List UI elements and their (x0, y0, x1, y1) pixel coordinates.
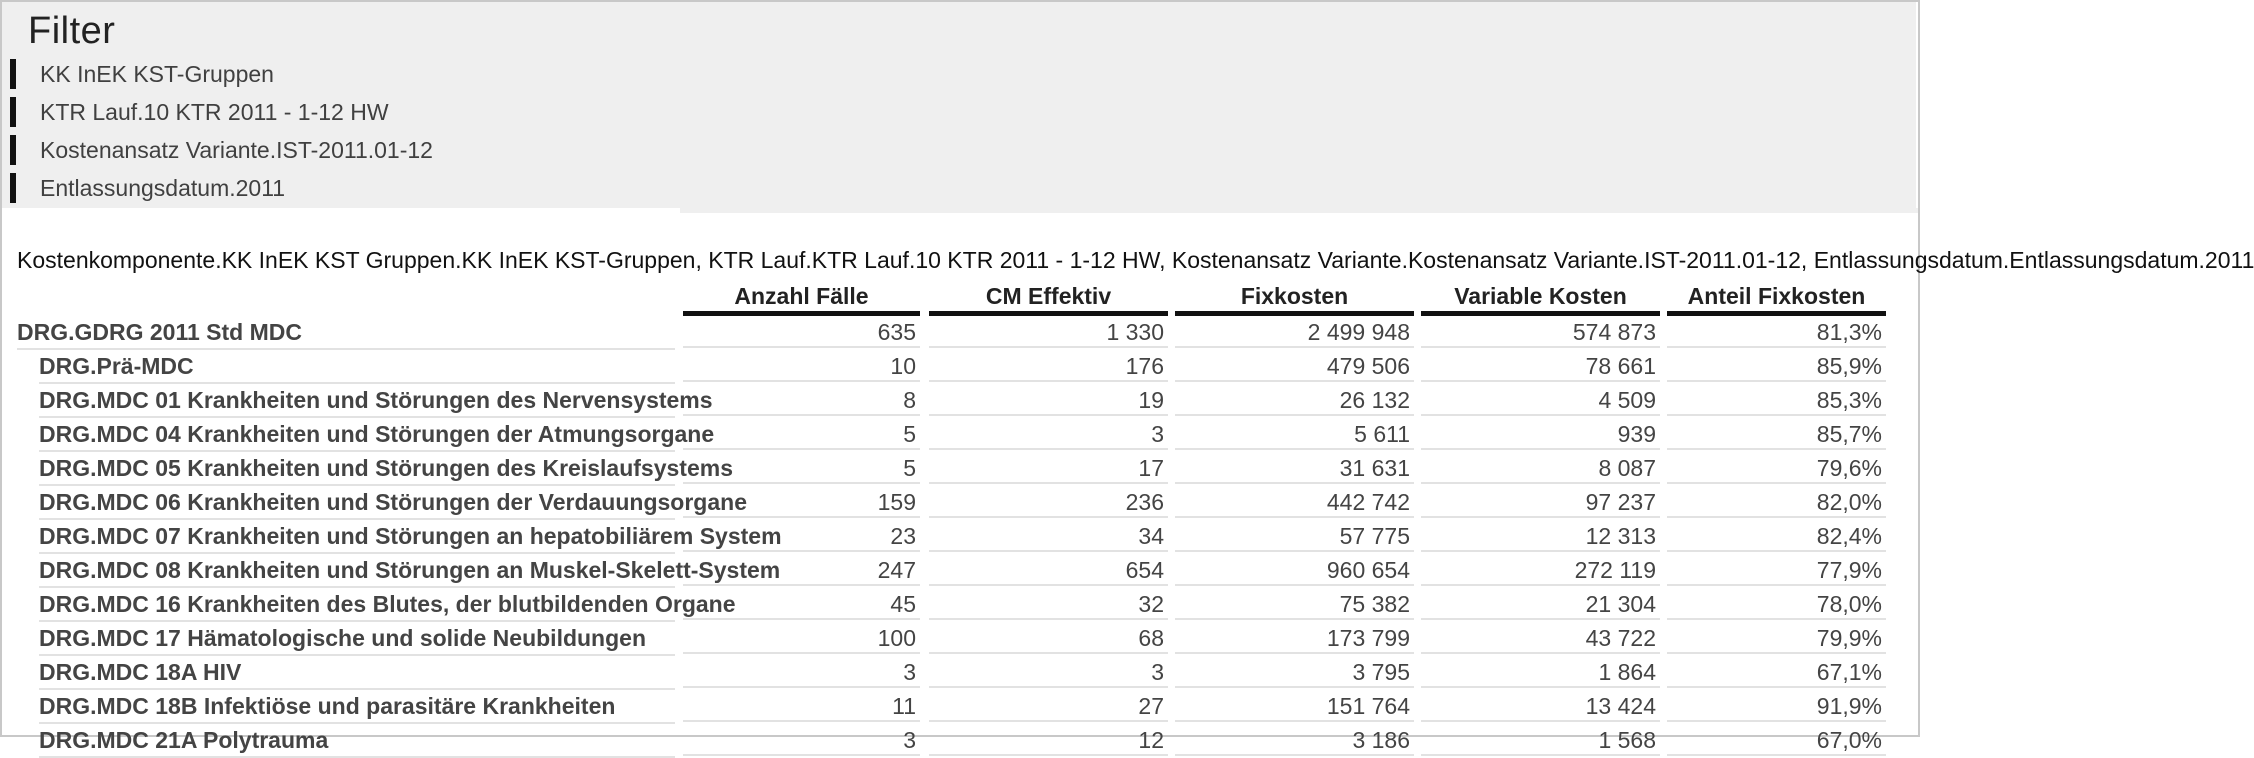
cell-cm-effektiv: 34 (929, 520, 1168, 552)
row-label: DRG.MDC 01 Krankheiten und Störungen des Nervensystems (39, 384, 675, 418)
row-label: DRG.MDC 21A Polytrauma (39, 724, 675, 758)
cell-variable-kosten: 574 873 (1421, 316, 1660, 348)
filter-item-label: KTR Lauf.10 KTR 2011 - 1-12 HW (40, 99, 389, 125)
cell-variable-kosten: 4 509 (1421, 384, 1660, 416)
cell-anzahl-faelle: 3 (683, 724, 920, 756)
cell-fixkosten: 57 775 (1175, 520, 1414, 552)
filter-item-label: Entlassungsdatum.2011 (40, 175, 286, 201)
table-row[interactable] (0, 588, 1920, 622)
cell-cm-effektiv: 236 (929, 486, 1168, 518)
cell-anteil-fixkosten: 85,9% (1667, 350, 1886, 382)
cell-cm-effektiv: 654 (929, 554, 1168, 586)
table-row[interactable] (0, 724, 1920, 758)
table-row[interactable] (0, 554, 1920, 588)
cell-variable-kosten: 78 661 (1421, 350, 1660, 382)
cell-anteil-fixkosten: 67,1% (1667, 656, 1886, 688)
cell-fixkosten: 960 654 (1175, 554, 1414, 586)
cell-variable-kosten: 1 864 (1421, 656, 1660, 688)
cell-variable-kosten: 97 237 (1421, 486, 1660, 518)
column-header-cm-effektiv[interactable]: CM Effektiv (929, 281, 1168, 316)
cell-anteil-fixkosten: 78,0% (1667, 588, 1886, 620)
cell-variable-kosten: 1 568 (1421, 724, 1660, 756)
table-row[interactable] (0, 622, 1920, 656)
cell-variable-kosten: 13 424 (1421, 690, 1660, 722)
cell-anteil-fixkosten: 91,9% (1667, 690, 1886, 722)
row-label: DRG.MDC 04 Krankheiten und Störungen der Atmungsorgane (39, 418, 675, 452)
cell-fixkosten: 31 631 (1175, 452, 1414, 484)
cell-cm-effektiv: 3 (929, 656, 1168, 688)
row-label: DRG.GDRG 2011 Std MDC (17, 316, 675, 350)
cell-fixkosten: 442 742 (1175, 486, 1414, 518)
table-row[interactable] (0, 690, 1920, 724)
cell-variable-kosten: 272 119 (1421, 554, 1660, 586)
cell-anteil-fixkosten: 77,9% (1667, 554, 1886, 586)
table-row[interactable] (0, 656, 1920, 690)
table-row[interactable] (0, 418, 1920, 452)
cell-fixkosten: 75 382 (1175, 588, 1414, 620)
cell-fixkosten: 479 506 (1175, 350, 1414, 382)
row-label: DRG.MDC 17 Hämatologische und solide Neubildungen (39, 622, 675, 656)
cell-cm-effektiv: 1 330 (929, 316, 1168, 348)
filter-title: Filter (28, 10, 116, 52)
row-label: DRG.MDC 07 Krankheiten und Störungen an hepatobiliärem System (39, 520, 675, 554)
cell-cm-effektiv: 32 (929, 588, 1168, 620)
table-row[interactable] (0, 452, 1920, 486)
table-row[interactable] (0, 384, 1920, 418)
cell-anzahl-faelle: 5 (683, 418, 920, 450)
cell-fixkosten: 173 799 (1175, 622, 1414, 654)
cell-anzahl-faelle: 3 (683, 656, 920, 688)
report-caption: Kostenkomponente.KK InEK KST Gruppen.KK InEK KST-Gruppen, KTR Lauf.KTR Lauf.10 KTR 2011 - 1-12 HW, Kostenansatz Variante.Kostenansatz Variante.IST-2011.01-12, Entlassungsdatum.Entlassungsdatum.2011 (17, 247, 2254, 273)
cell-anzahl-faelle: 8 (683, 384, 920, 416)
cell-cm-effektiv: 3 (929, 418, 1168, 450)
cell-anzahl-faelle: 159 (683, 486, 920, 518)
filter-marker (10, 97, 16, 127)
cell-anzahl-faelle: 5 (683, 452, 920, 484)
cell-variable-kosten: 8 087 (1421, 452, 1660, 484)
cell-fixkosten: 5 611 (1175, 418, 1414, 450)
filter-marker (10, 173, 16, 203)
row-label: DRG.MDC 05 Krankheiten und Störungen des Kreislaufsystems (39, 452, 675, 486)
filter-panel (2, 2, 1916, 208)
cell-anteil-fixkosten: 79,6% (1667, 452, 1886, 484)
cell-anteil-fixkosten: 82,0% (1667, 486, 1886, 518)
cell-anteil-fixkosten: 85,7% (1667, 418, 1886, 450)
cell-anzahl-faelle: 23 (683, 520, 920, 552)
cell-cm-effektiv: 12 (929, 724, 1168, 756)
column-header-fixkosten[interactable]: Fixkosten (1175, 281, 1414, 316)
filter-panel-edge (680, 208, 1918, 213)
table-row[interactable] (0, 486, 1920, 520)
row-label: DRG.MDC 16 Krankheiten des Blutes, der blutbildenden Organe (39, 588, 675, 622)
cell-anteil-fixkosten: 79,9% (1667, 622, 1886, 654)
filter-marker (10, 59, 16, 89)
cell-anzahl-faelle: 10 (683, 350, 920, 382)
cell-anzahl-faelle: 11 (683, 690, 920, 722)
table-row[interactable] (0, 350, 1920, 384)
filter-item-label: KK InEK KST-Gruppen (40, 61, 274, 87)
row-label: DRG.MDC 08 Krankheiten und Störungen an Muskel-Skelett-System (39, 554, 675, 588)
row-label: DRG.MDC 18A HIV (39, 656, 675, 690)
cell-anzahl-faelle: 635 (683, 316, 920, 348)
cell-anteil-fixkosten: 85,3% (1667, 384, 1886, 416)
column-header-anteil-fixkosten[interactable]: Anteil Fixkosten (1667, 281, 1886, 316)
row-label: DRG.Prä-MDC (39, 350, 675, 384)
cell-cm-effektiv: 17 (929, 452, 1168, 484)
cell-variable-kosten: 939 (1421, 418, 1660, 450)
column-header-anzahl-faelle[interactable]: Anzahl Fälle (683, 281, 920, 316)
table-row-total[interactable] (0, 316, 1920, 350)
cell-fixkosten: 3 795 (1175, 656, 1414, 688)
cell-anteil-fixkosten: 81,3% (1667, 316, 1886, 348)
cell-fixkosten: 26 132 (1175, 384, 1414, 416)
cell-variable-kosten: 43 722 (1421, 622, 1660, 654)
column-header-variable-kosten[interactable]: Variable Kosten (1421, 281, 1660, 316)
cell-cm-effektiv: 19 (929, 384, 1168, 416)
cell-fixkosten: 2 499 948 (1175, 316, 1414, 348)
cell-anzahl-faelle: 100 (683, 622, 920, 654)
cell-cm-effektiv: 68 (929, 622, 1168, 654)
cell-variable-kosten: 21 304 (1421, 588, 1660, 620)
cell-cm-effektiv: 27 (929, 690, 1168, 722)
cell-anteil-fixkosten: 82,4% (1667, 520, 1886, 552)
filter-item-label: Kostenansatz Variante.IST-2011.01-12 (40, 137, 433, 163)
cell-anzahl-faelle: 45 (683, 588, 920, 620)
cell-anzahl-faelle: 247 (683, 554, 920, 586)
row-label: DRG.MDC 06 Krankheiten und Störungen der Verdauungsorgane (39, 486, 675, 520)
cell-anteil-fixkosten: 67,0% (1667, 724, 1886, 756)
cell-cm-effektiv: 176 (929, 350, 1168, 382)
row-label: DRG.MDC 18B Infektiöse und parasitäre Krankheiten (39, 690, 675, 724)
filter-marker (10, 135, 16, 165)
cell-variable-kosten: 12 313 (1421, 520, 1660, 552)
cell-fixkosten: 3 186 (1175, 724, 1414, 756)
table-row[interactable] (0, 520, 1920, 554)
cell-fixkosten: 151 764 (1175, 690, 1414, 722)
